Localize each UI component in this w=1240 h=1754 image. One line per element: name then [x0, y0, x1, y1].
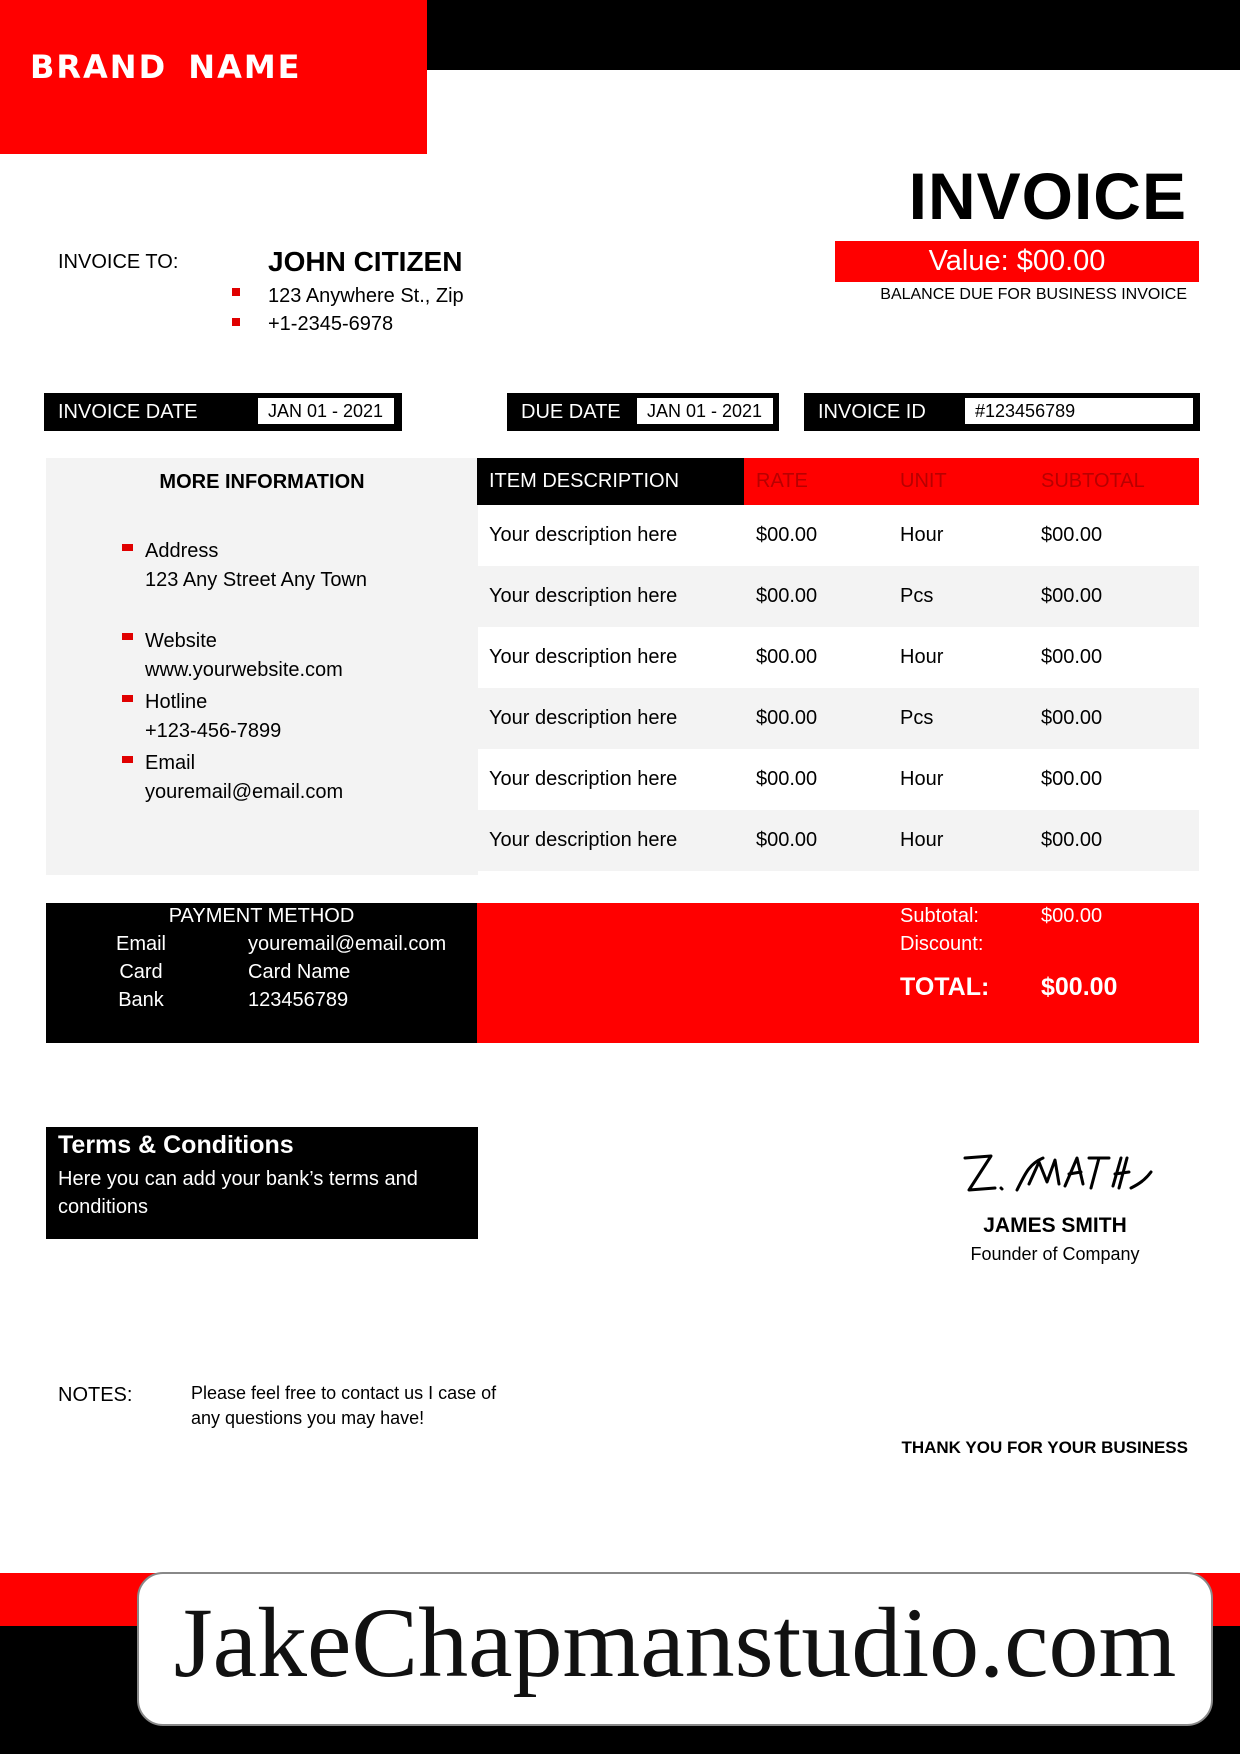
payment-key: Bank	[118, 989, 164, 1011]
item-subtotal: $00.00	[1029, 810, 1199, 871]
payment-key: Email	[115, 933, 166, 955]
client-name: JOHN CITIZEN	[268, 246, 463, 277]
item-unit: Hour	[900, 524, 944, 546]
payment-method-title: PAYMENT METHOD	[168, 905, 355, 927]
info-email-label: Email	[145, 752, 196, 774]
invoice-id-value: #123456789	[965, 398, 1193, 424]
column-header: UNIT	[888, 458, 1029, 505]
total-value: $00.00	[1041, 973, 1118, 1001]
table-row	[477, 688, 1199, 749]
item-rate: $00.00	[756, 768, 818, 790]
item-rate: $00.00	[744, 688, 888, 749]
page-title: INVOICE	[908, 159, 1187, 233]
item-description: Your description here	[477, 688, 744, 749]
info-website-value: www.yourwebsite.com	[145, 659, 343, 681]
payment-value: Card Name	[248, 961, 351, 983]
invoice-id-label: INVOICE ID	[818, 401, 926, 423]
invoice-date-bar	[44, 393, 402, 431]
info-hotline-value: +123-456-7899	[145, 720, 282, 742]
bullet-icon	[122, 633, 133, 640]
info-address-value: 123 Any Street Any Town	[145, 569, 368, 591]
invoice-to-label: INVOICE TO:	[58, 251, 179, 273]
table-row	[477, 810, 1199, 871]
item-unit: Hour	[900, 768, 944, 790]
payment-value: youremail@email.com	[248, 933, 447, 955]
item-rate: $00.00	[744, 810, 888, 871]
bullet-icon	[122, 756, 133, 763]
item-unit: Pcs	[888, 566, 1029, 627]
terms-text: Here you can add your bank’s terms and conditions	[58, 1168, 418, 1218]
info-email-value: youremail@email.com	[145, 781, 344, 803]
signer-name: JAMES SMITH	[983, 1214, 1127, 1237]
item-description: Your description here	[489, 524, 678, 546]
item-unit: Hour	[888, 810, 1029, 871]
bullet-icon	[122, 695, 133, 702]
invoice-value-badge: Value: $00.00	[835, 241, 1199, 282]
payment-value: 123456789	[248, 989, 349, 1011]
payment-key: Card	[119, 961, 163, 983]
subtotal-label: Subtotal:	[900, 905, 979, 927]
more-info-title: MORE INFORMATION	[159, 471, 365, 493]
balance-note: BALANCE DUE FOR BUSINESS INVOICE	[880, 286, 1187, 303]
item-rate: $00.00	[756, 646, 818, 668]
due-date-value: JAN 01 - 2021	[637, 398, 773, 424]
item-unit: Hour	[900, 646, 944, 668]
watermark: JakeChapmanstudio.com	[173, 1587, 1177, 1698]
item-subtotal: $00.00	[1041, 646, 1103, 668]
items-table	[477, 458, 1199, 871]
table-row	[477, 749, 1199, 810]
item-description: Your description here	[477, 810, 744, 871]
notes-text: Please feel free to contact us I case of any questions you may have!	[191, 1383, 497, 1428]
item-subtotal: $00.00	[1041, 524, 1103, 546]
item-subtotal: $00.00	[1041, 768, 1103, 790]
item-unit: Pcs	[888, 688, 1029, 749]
table-header-row	[477, 458, 1199, 505]
thank-you-note: THANK YOU FOR YOUR BUSINESS	[901, 1438, 1188, 1457]
invoice-id-bar	[804, 393, 1200, 431]
due-date-label: DUE DATE	[521, 401, 621, 423]
item-subtotal: $00.00	[1029, 566, 1199, 627]
item-description: Your description here	[489, 646, 678, 668]
column-header: ITEM DESCRIPTION	[477, 458, 744, 505]
table-row	[477, 627, 1199, 688]
bullet-icon	[122, 544, 133, 551]
bullet-icon	[232, 288, 240, 296]
signature-icon	[955, 1144, 1155, 1196]
brand-name: BRAND NAME	[30, 48, 302, 86]
client-address: 123 Anywhere St., Zip	[268, 285, 464, 307]
item-description: Your description here	[489, 768, 678, 790]
item-subtotal: $00.00	[1029, 688, 1199, 749]
invoice-date-value: JAN 01 - 2021	[258, 398, 394, 424]
info-website-label: Website	[145, 630, 217, 652]
column-header: SUBTOTAL	[1029, 458, 1199, 505]
terms-title: Terms & Conditions	[58, 1131, 294, 1159]
column-header: RATE	[744, 458, 888, 505]
info-address-label: Address	[145, 540, 219, 562]
header-bar	[427, 0, 1240, 70]
item-rate: $00.00	[744, 566, 888, 627]
total-label: TOTAL:	[900, 973, 990, 1001]
table-row	[477, 566, 1199, 627]
item-rate: $00.00	[756, 524, 818, 546]
notes-label: NOTES:	[58, 1384, 133, 1406]
client-phone: +1-2345-6978	[268, 313, 394, 335]
info-hotline-label: Hotline	[145, 691, 208, 713]
signer-role: Founder of Company	[970, 1244, 1140, 1264]
item-description: Your description here	[477, 566, 744, 627]
due-date-bar	[507, 393, 779, 431]
discount-label: Discount:	[900, 933, 984, 955]
invoice-date-label: INVOICE DATE	[58, 401, 198, 423]
subtotal-value: $00.00	[1041, 905, 1103, 927]
table-row	[477, 505, 1199, 566]
bullet-icon	[232, 318, 240, 326]
